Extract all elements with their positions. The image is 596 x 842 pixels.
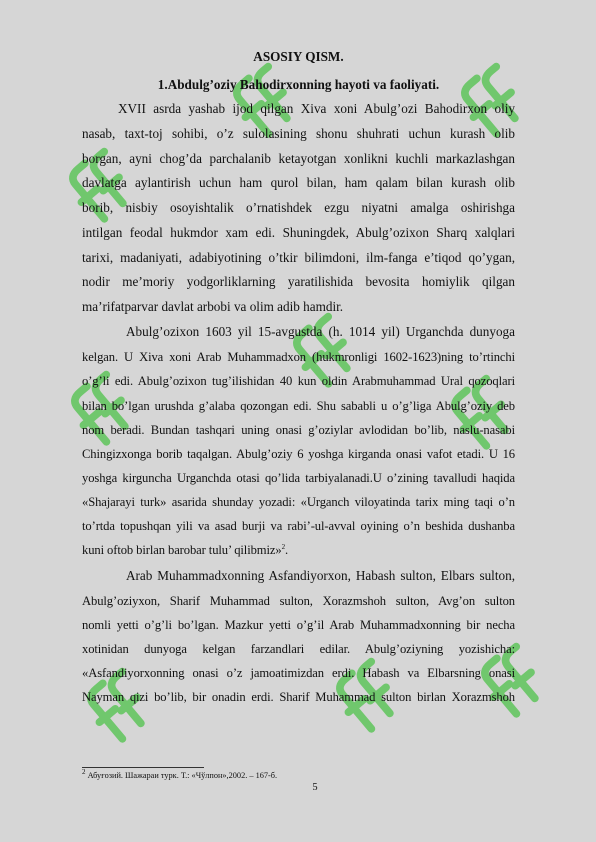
text-line: XVII asrda yashab ijod qilgan Xiva xoni Abulg’ozi Bahodirxon oliy [118,101,515,116]
footnote-reference[interactable]: 2 [281,542,285,551]
text-line: kelgan. U Xiva xoni Arab Muhammadxon (hukmronligi 1602-1623)ning to’rtinchi [82,350,515,364]
text-line: Abulg’ozixon 1603 yil 15-avgustda (h. 1014 yil) Urganchda dunyoga [126,324,515,339]
text-line: Nayman qizi bo’lib, bir onadin erdi. Sharif Muhammad sulton birlan Xorazmshoh [82,690,515,704]
text-line: nom beradi. Bundan tashqari uning onasi g’oziylar avlodidan bo’lib, naslu-nasabi [82,423,515,437]
text-line: kuni oftob birlan barobar tulu’ qilibmiz»$^2$. [82,542,289,557]
text-line: nomli yetti o’g’li bo’lgan. Mazkur yetti o’g’il Arab Muhammadxonning bir necha [82,618,515,632]
text-line: Abulg’oziyxon, Sharif Muhammad sulton, Xorazmshoh sulton, Avg’on sulton [82,594,515,608]
text-line: bilan bo’lgan urushda g’alaba qozongan edi. Shu sababli u o’g’liga Abulg’oziy deb [82,399,515,413]
text-line: borib, nisbiy osoyishtalik o’rnatishdek ezgu niyatni amalga oshirishga [82,200,515,215]
text-line: xotinidan dunyoga kelgan farzandlari edilar. Abulg’oziyning yozishicha: [82,642,515,656]
text-line: intilgan feodal hukmdor xam edi. Shuningdek, Abulg’ozixon Sharq xalqlari [82,225,515,240]
text-line: o’g’li edi. Abulg’ozixon tug’ilishidan 40 kun oldin Arabmuhammad Ural qozoqlari [82,374,515,388]
text-line-content: kuni oftob birlan barobar tulu’ qilibmiz» [82,543,282,557]
text-line: Arab Muhammadxonning Asfandiyorxon, Habash sulton, Elbars sulton, [126,568,515,583]
text-line: Chingizxonga borib taqalgan. Abulg’oziy 6 yoshga kirganda onasi vafot etadi. U 16 [82,447,515,461]
footnote-mark: 2 [82,768,86,777]
footnote-separator [82,767,204,768]
text-line: «Shajarayi turk» asarida shunday yozadi: «Urganch viloyatinda tarix ming taqi o’n [82,495,515,509]
text-line: nodir me’moriy yodgorliklarning yaratilishida bevosita homiylik qilgan [82,274,515,289]
text-line: nasab, taxt-toj sohibi, o’z sulolasining shonu shuhrati uchun kurash olib [82,126,515,141]
text-line: to’rtda topushqan yili va asad burji va rabi’-ul-avval oyining o’n beshida dushanba [82,519,515,533]
text-line: davlatga aylantirish uchun ham qurol bilan, ham qalam bilan kurash olib [82,175,515,190]
text-line: «Asfandiyorxonning onasi o’z jamoatimizdan erdi. Habash va Elbarsning onasi [82,666,515,680]
text-line: borgan, ayni chog’da parchalanib ketayotgan xonlikni kuchli markazlashgan [82,151,515,166]
text-line: yoshga kirguncha Urganchda otasi qo’lida tarbiyalanadi.U o’zining tavalludi haqida [82,471,515,485]
chapter-title: 1.Abdulg’oziy Bahodirxonning hayoti va faoliyati. [157,77,440,92]
footnote [82,770,277,781]
text-line: tarixi, madaniyati, adabiyotining o’tkir bilimdoni, ilm-fanga e’tiqod qo’ygan, [82,250,515,265]
text-line: ma’rifatparvar davlat arbobi va olim adib hamdir. [82,299,344,314]
section-title: ASOSIY QISM. [253,49,344,64]
page-number: 5 [312,782,318,793]
footnote-text: Абуғозий. Шажараи турк. Т.: «Чўлпон»,2002. – 167-б. [85,771,278,780]
